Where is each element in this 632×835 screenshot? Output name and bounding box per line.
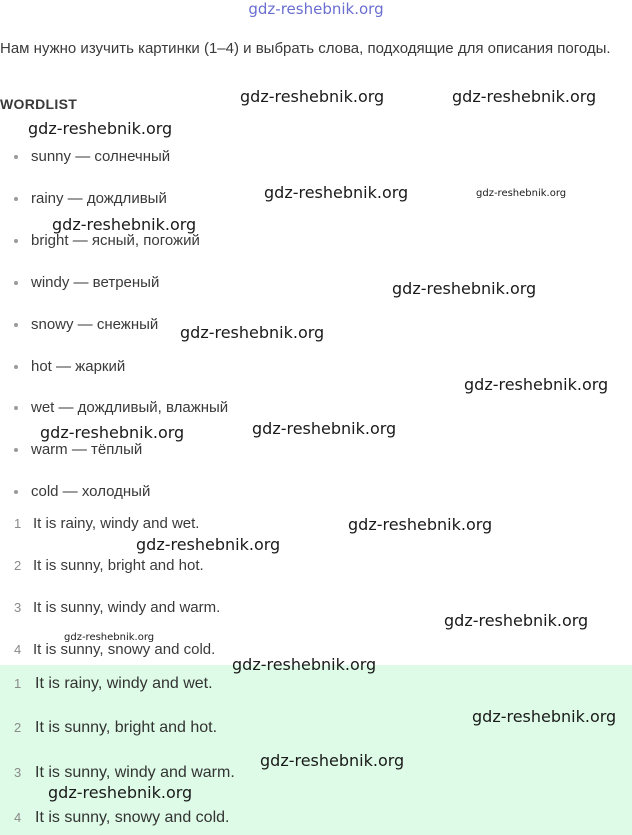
bullet-icon [14,323,18,327]
watermark: gdz-reshebnik.org [48,783,193,802]
intro-text: Нам нужно изучить картинки (1–4) и выбрать слова, подходящие для описания погоды. [0,40,611,57]
wordlist-item: warm — тёплый [14,441,142,458]
watermark: gdz-reshebnik.org [348,515,493,534]
watermark: gdz-reshebnik.org [64,632,155,643]
wordlist-item: windy — ветреный [14,274,159,291]
wordlist-title: WORDLIST [0,96,78,112]
wordlist-item: wet — дождливый, влажный [14,399,228,416]
final-answer-item: 4 It is sunny, snowy and cold. [14,809,230,826]
watermark: gdz-reshebnik.org [40,423,185,442]
watermark: gdz-reshebnik.org [452,87,597,106]
bullet-icon [14,281,18,285]
bullet-icon [14,406,18,410]
wordlist-item: snowy — снежный [14,316,158,333]
wordlist-item: rainy — дождливый [14,190,167,207]
bullet-icon [14,490,18,494]
watermark: gdz-reshebnik.org [52,215,197,234]
final-answer-item: 3 It is sunny, windy and warm. [14,764,235,781]
watermark: gdz-reshebnik.org [264,183,409,202]
watermark: gdz-reshebnik.org [472,707,617,726]
final-answer-item: 2 It is sunny, bright and hot. [14,719,218,736]
watermark: gdz-reshebnik.org [476,188,567,199]
watermark: gdz-reshebnik.org [392,279,537,298]
bullet-icon [14,197,18,201]
watermark: gdz-reshebnik.org [180,323,325,342]
wordlist-item: hot — жаркий [14,358,125,375]
wordlist-item: bright — ясный, погожий [14,232,200,249]
site-header[interactable]: gdz-reshebnik.org [248,0,384,18]
answer-item: 2 It is sunny, bright and hot. [14,557,204,574]
watermark: gdz-reshebnik.org [464,375,609,394]
watermark: gdz-reshebnik.org [28,119,173,138]
bullet-icon [14,448,18,452]
watermark: gdz-reshebnik.org [260,751,405,770]
final-answer-item: 1 It is rainy, windy and wet. [14,675,213,692]
watermark: gdz-reshebnik.org [252,419,397,438]
watermark: gdz-reshebnik.org [240,87,385,106]
bullet-icon [14,155,18,159]
wordlist-item: sunny — солнечный [14,148,170,165]
bullet-icon [14,365,18,369]
wordlist-item: cold — холодный [14,483,150,500]
watermark: gdz-reshebnik.org [136,535,281,554]
watermark: gdz-reshebnik.org [444,611,589,630]
watermark: gdz-reshebnik.org [232,655,377,674]
answer-item: 3 It is sunny, windy and warm. [14,599,221,616]
answer-item: 1 It is rainy, windy and wet. [14,515,200,532]
bullet-icon [14,239,18,243]
answer-item: 4 It is sunny, snowy and cold. [14,641,216,658]
